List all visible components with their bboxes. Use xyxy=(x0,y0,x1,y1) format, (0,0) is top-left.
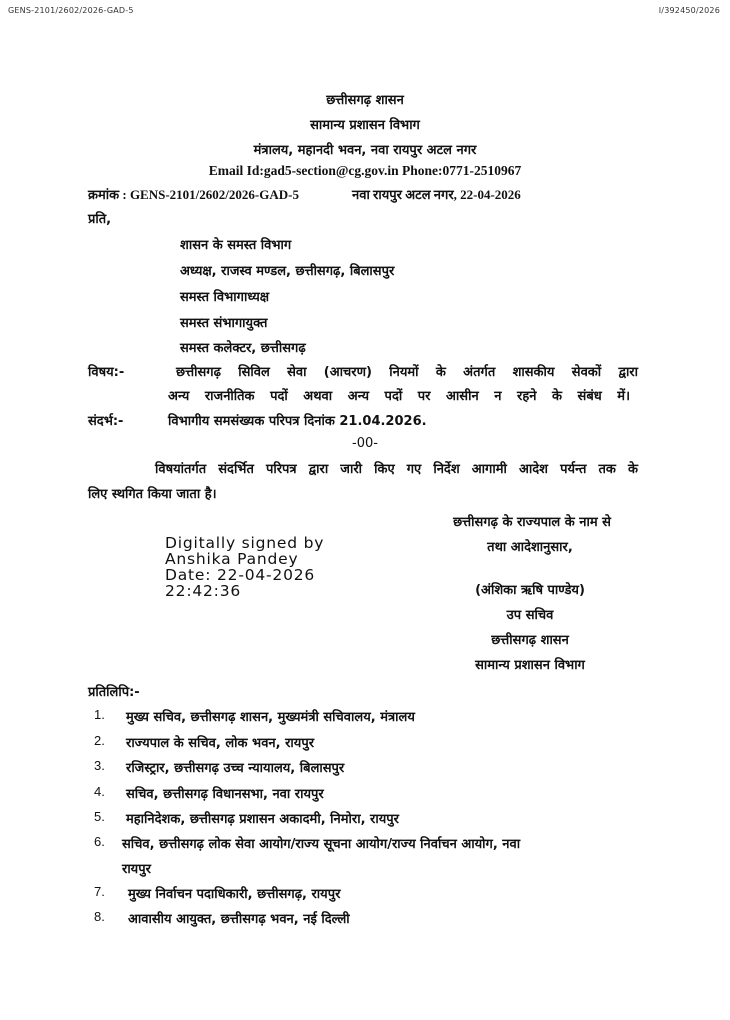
subject-line-2: अन्य राजनीतिक पदों अथवा अन्य पदों पर आसीन न रहने के संबंध में। xyxy=(168,389,630,404)
copy-item-number: 3. xyxy=(94,758,105,773)
letterhead-contact: Email Id:gad5-section@cg.gov.in Phone:0771-2510967 xyxy=(208,163,522,178)
copy-item-text-continued: रायपुर xyxy=(122,862,151,877)
letter-place-date: नवा रायपुर अटल नगर, 22-04-2026 xyxy=(352,187,521,202)
signature-time: 22:42:36 xyxy=(165,582,242,600)
copy-item-text: सचिव, छत्तीसगढ़ लोक सेवा आयोग/राज्य सूचना आयोग/राज्य निर्वाचन आयोग, नवा xyxy=(122,837,521,852)
copy-item-text: आवासीय आयुक्त, छत्तीसगढ़ भवन, नई दिल्ली xyxy=(128,912,350,927)
recipient: समस्त संभागायुक्त xyxy=(180,316,268,331)
copy-item-text: मुख्य निर्वाचन पदाधिकारी, छत्तीसगढ़, रायपुर xyxy=(128,887,341,902)
copy-item-number: 4. xyxy=(94,784,105,799)
subject-line-1: छत्तीसगढ़ सिविल सेवा (आचरण) नियमों के अंतर्गत शासकीय सेवकों द्वारा xyxy=(176,365,638,380)
letterhead-department: सामान्य प्रशासन विभाग xyxy=(310,118,420,133)
copy-to-label: प्रतिलिपि:- xyxy=(88,685,140,700)
body-line-2: लिए स्थगित किया जाता है। xyxy=(88,487,217,502)
signatory-department: सामान्य प्रशासन विभाग xyxy=(475,658,585,673)
letter-number: क्रमांक : GENS-2101/2602/2026-GAD-5 xyxy=(88,187,299,202)
reference-label: संदर्भ:- xyxy=(88,414,124,429)
signature-line: Digitally signed by xyxy=(165,534,325,552)
copy-item-text: मुख्य सचिव, छत्तीसगढ़ शासन, मुख्यमंत्री सचिवालय, मंत्रालय xyxy=(126,710,415,725)
authority-line-1: छत्तीसगढ़ के राज्यपाल के नाम से xyxy=(453,515,611,530)
signatory-designation: उप सचिव xyxy=(506,608,554,623)
signatory-name: (अंशिका ऋषि पाण्डेय) xyxy=(475,583,585,598)
copy-item-number: 2. xyxy=(94,733,105,748)
recipient: शासन के समस्त विभाग xyxy=(180,238,292,253)
subject-label: विषय:- xyxy=(88,365,125,380)
copy-item-text: रजिस्ट्रार, छत्तीसगढ़ उच्च न्यायालय, बिलासपुर xyxy=(126,761,345,776)
signature-date: Date: 22-04-2026 xyxy=(165,566,316,584)
copy-item-number: 8. xyxy=(94,909,105,924)
body-line-1: विषयांतर्गत संदर्भित परिपत्र द्वारा जारी किए गए निर्देश आगामी आदेश पर्यन्त तक के xyxy=(155,462,638,477)
signatory-government: छत्तीसगढ़ शासन xyxy=(491,633,569,648)
recipient: अध्यक्ष, राजस्व मण्डल, छत्तीसगढ़, बिलासपुर xyxy=(180,264,395,279)
signer-name: Anshika Pandey xyxy=(165,550,299,568)
authority-line-2: तथा आदेशानुसार, xyxy=(487,540,573,555)
reference-text: विभागीय समसंख्यक परिपत्र दिनांक 21.04.2026. xyxy=(168,414,427,429)
file-number: GENS-2101/2602/2026-GAD-5 xyxy=(8,6,134,15)
recipient: समस्त कलेक्टर, छत्तीसगढ़ xyxy=(180,341,306,356)
receipt-number: I/392450/2026 xyxy=(658,6,720,15)
to-label: प्रति, xyxy=(88,212,112,227)
digital-signature xyxy=(165,535,324,599)
recipient: समस्त विभागाध्यक्ष xyxy=(180,290,270,305)
separator: -00- xyxy=(352,436,378,451)
copy-item-number: 1. xyxy=(94,707,105,722)
letterhead-address: मंत्रालय, महानदी भवन, नवा रायपुर अटल नगर xyxy=(253,143,477,158)
copy-item-text: सचिव, छत्तीसगढ़ विधानसभा, नवा रायपुर xyxy=(126,787,324,802)
letterhead-government: छत्तीसगढ़ शासन xyxy=(326,93,404,108)
copy-item-text: महानिदेशक, छत्तीसगढ़ प्रशासन अकादमी, निमोरा, रायपुर xyxy=(126,812,399,827)
copy-item-number: 6. xyxy=(94,834,105,849)
copy-item-number: 5. xyxy=(94,809,105,824)
copy-item-number: 7. xyxy=(94,884,105,899)
copy-item-text: राज्यपाल के सचिव, लोक भवन, रायपुर xyxy=(126,736,315,751)
